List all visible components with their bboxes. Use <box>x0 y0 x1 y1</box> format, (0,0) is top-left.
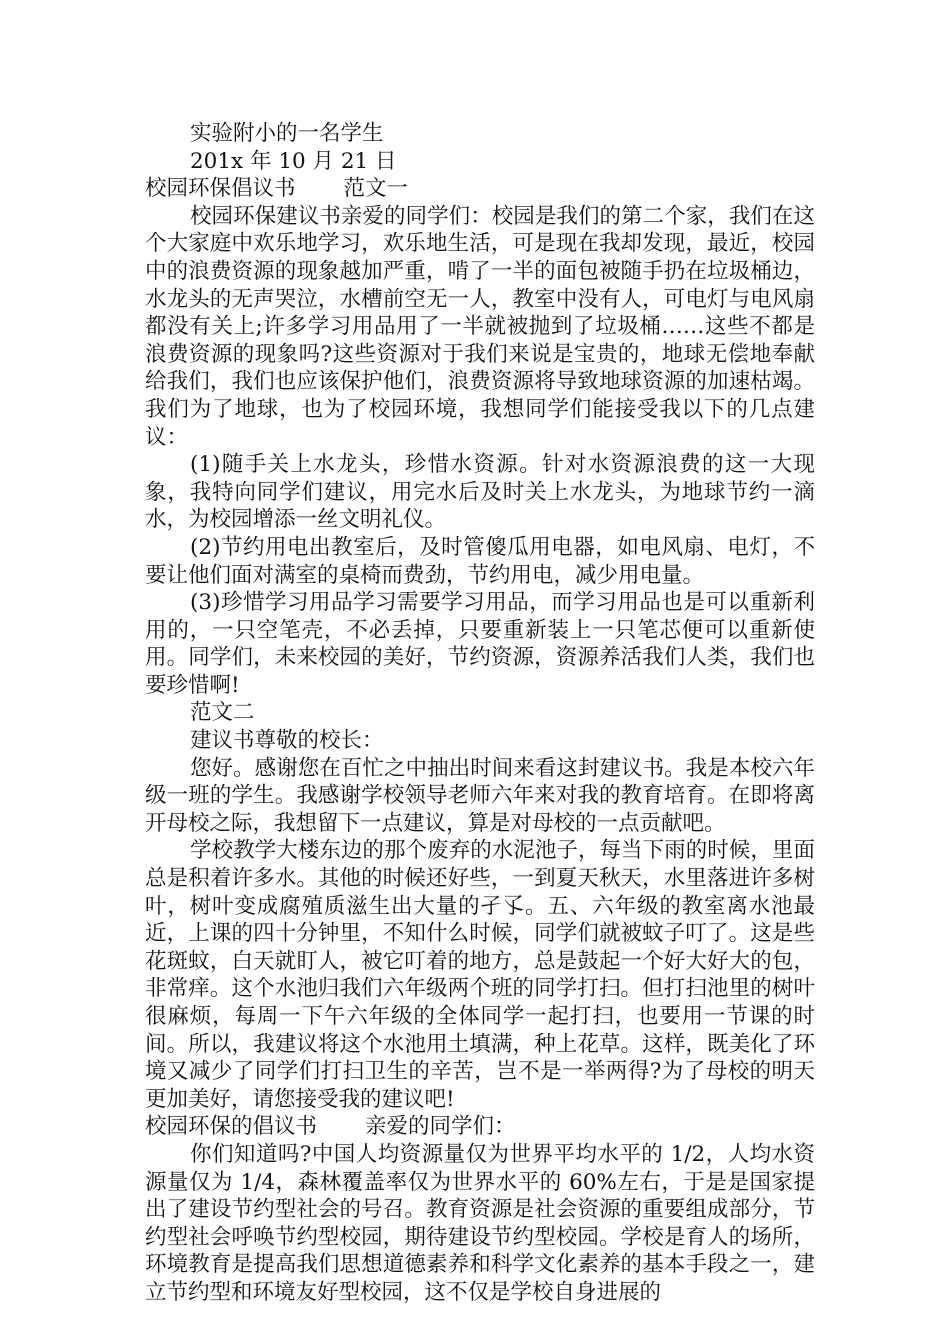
document-page <box>145 120 815 1307</box>
essay1-paragraph: (1)随手关上水龙头，珍惜水资源。针对水资源浪费的这一大现象，我特向同学们建议，用完水后及时关上水龙头，为地球节约一滴水，为校园增添一丝文明礼仪。 <box>145 452 815 533</box>
section-heading-1 <box>145 175 815 203</box>
section-label-1: 范文一 <box>343 176 409 202</box>
essay2-paragraph: 学校教学大楼东边的那个废弃的水泥池子，每当下雨的时候，里面总是积着许多水。其他的时候还好些，一到夏天秋天，水里落进许多树叶，树叶变成腐殖质滋生出大量的孑孓。五、六年级的教室离水池最近，上课的四十分钟里，不知什么时候，同学们就被蚊子叮了。这是些花斑蚊，白天就盯人，被它叮着的地方，总是鼓起一个好大好大的包，非常痒。这个水池归我们六年级两个班的同学打扫。但打扫池里的树叶很麻烦，每周一下午六年级的全体同学一起打扫，也要用一节课的时间。所以，我建议将这个水池用土填满，种上花草。这样，既美化了环境又减少了同学们打扫卫生的辛苦，岂不是一举两得?为了母校的明天更加美好，请您接受我的建议吧! <box>145 838 815 1112</box>
section-title-1: 校园环保倡议书 <box>145 176 296 202</box>
essay1-paragraph: (2)节约用电出教室后，及时管傻瓜用电器，如电风扇、电灯，不要让他们面对满室的桌椅而费劲，节约用电，减少用电量。 <box>145 534 815 588</box>
section-label-2: 范文二 <box>190 700 255 726</box>
essay2-paragraph: 您好。感谢您在百忙之中抽出时间来看这封建议书。我是本校六年级一班的学生。我感谢学校领导老师六年来对我的教育培育。在即将离开母校之际，我想留下一点建议，算是对母校的一点贡献吧。 <box>145 755 815 836</box>
signature-date: 201x 年 10 月 21 日 <box>190 148 397 174</box>
essay1-paragraph: (3)珍惜学习用品学习需要学习用品，而学习用品也是可以重新利用的，一只空笔壳，不必丢掉，只要重新装上一只笔芯便可以重新使用。同学们，未来校园的美好，节约资源，资源养活我们人类，我们也要珍惜啊! <box>145 590 815 698</box>
signature-name: 实验附小的一名学生 <box>190 121 384 146</box>
section-greeting-3: 亲爱的同学们： <box>365 1114 516 1140</box>
section-heading-3 <box>145 1113 815 1141</box>
essay2-salutation: 建议书尊敬的校长： <box>190 728 384 754</box>
essay3-paragraph: 你们知道吗?中国人均资源量仅为世界平均水平的 1/2，人均水资源量仅为 1/4，森林覆盖率仅为世界水平的 60%左右，于是是国家提出了建设节约型社会的号召。教育资源是社会资源的重要组成部分，节约型社会呼唤节约型校园，期待建设节约型校园。学校是育人的场所，环境教育是提高我们思想道德素养和科学文化素养的基本手段之一，建立节约型和环境友好型校园，这不仅是学校自身进展的 <box>145 1141 815 1305</box>
essay1-paragraph: 校园环保建议书亲爱的同学们：校园是我们的第二个家，我们在这个大家庭中欢乐地学习，欢乐地生活，可是现在我却发现，最近，校园中的浪费资源的现象越加严重，啃了一半的面包被随手扔在垃圾桶边，水龙头的无声哭泣，水槽前空无一人，教室中没有人，可电灯与电风扇都没有关上;许多学习用品用了一半就被抛到了垃圾桶……这些不都是浪费资源的现象吗?这些资源对于我们来说是宝贵的，地球无偿地奉献给我们，我们也应该保护他们，浪费资源将导致地球资源的加速枯竭。我们为了地球，也为了校园环境，我想同学们能接受我以下的几点建议： <box>145 203 815 450</box>
section-title-3: 校园环保的倡议书 <box>145 1114 318 1140</box>
